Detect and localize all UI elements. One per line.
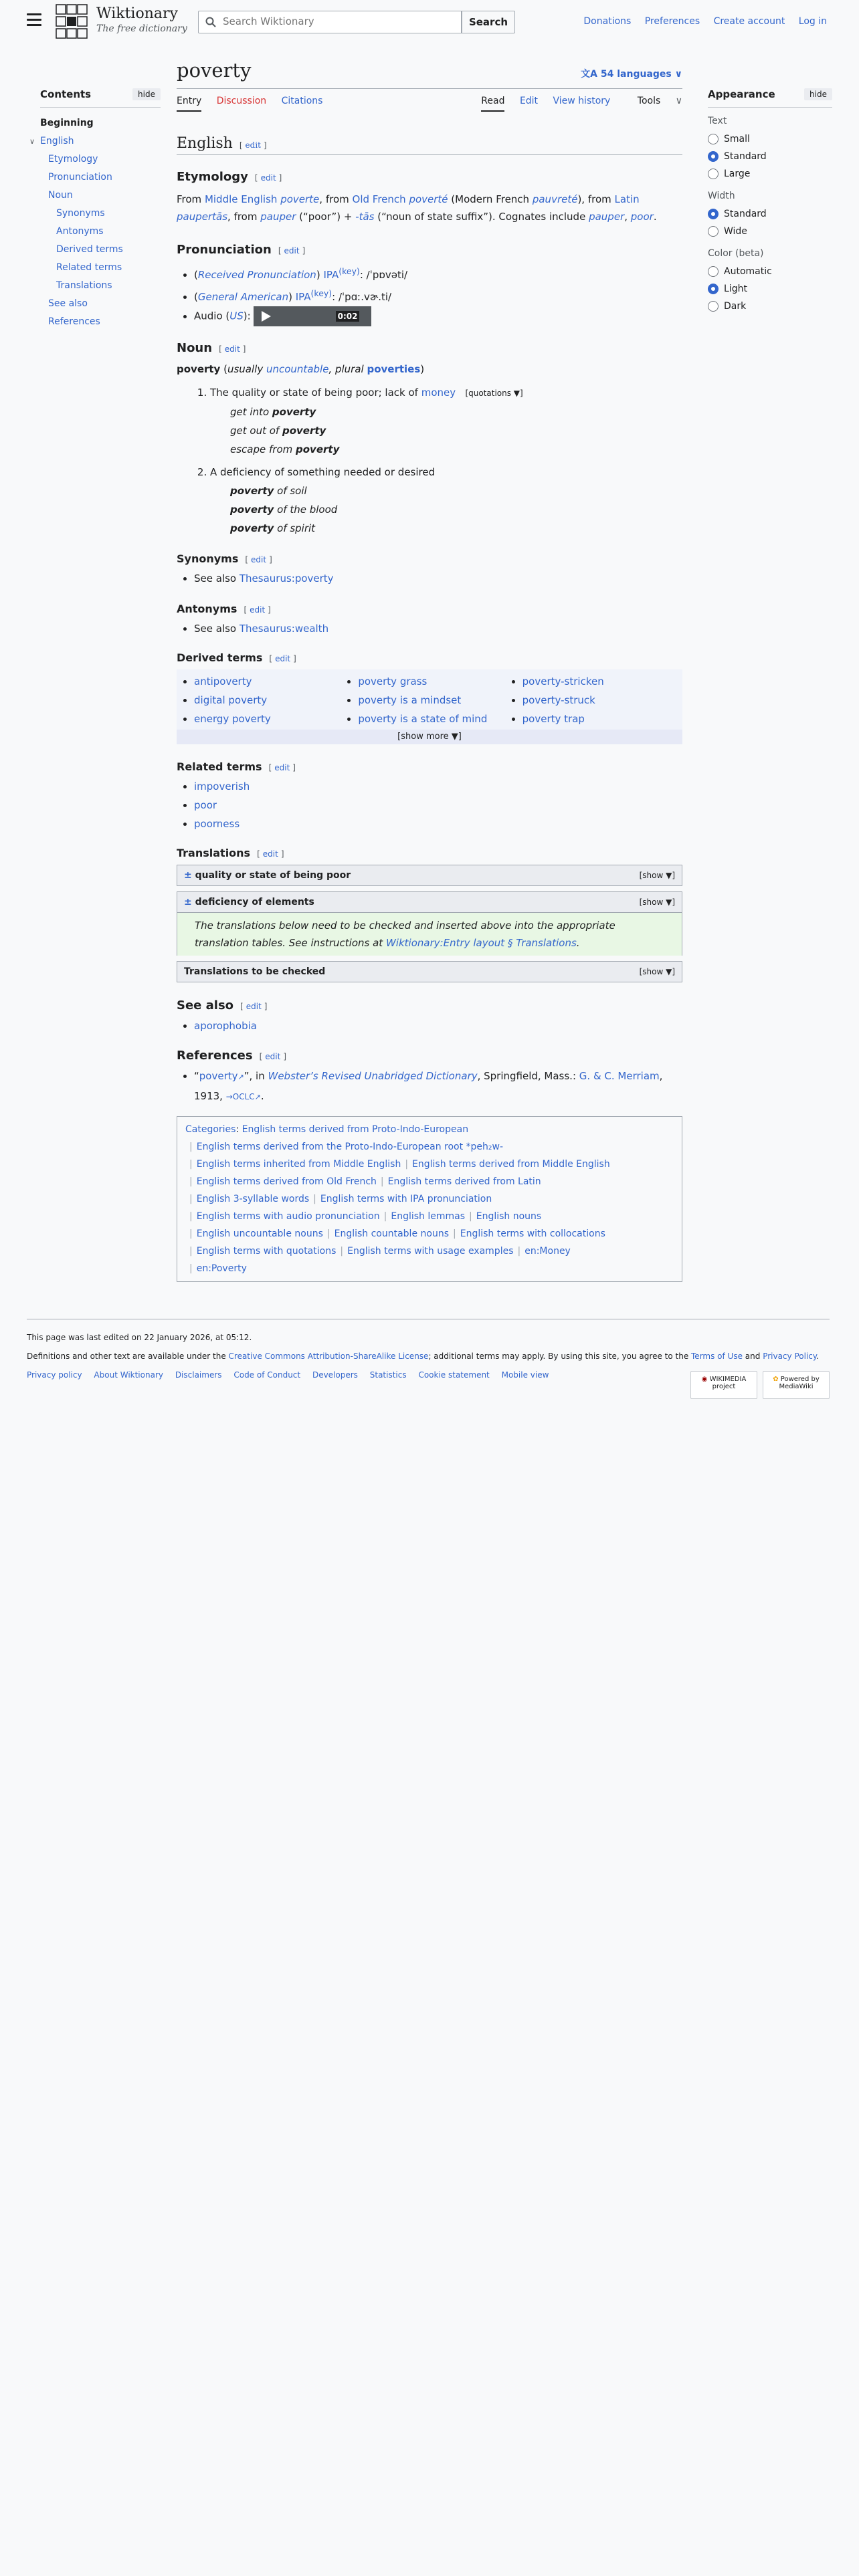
search-input[interactable]	[221, 11, 449, 31]
etym-link[interactable]: poverté	[409, 193, 448, 205]
category-link[interactable]: English terms with collocations	[460, 1228, 605, 1239]
edit-link[interactable]: edit	[274, 763, 290, 772]
page-tabs	[177, 88, 682, 112]
heading-pronunciation: Pronunciation [ edit ]	[177, 243, 306, 257]
toc-item-translations	[56, 277, 161, 295]
heading-references-text: References	[177, 1049, 253, 1063]
category-link[interactable]: en:Money	[524, 1246, 571, 1257]
radio-button[interactable]	[708, 226, 719, 237]
derived-term-link[interactable]: antipoverty	[194, 675, 252, 687]
toc-hide-button[interactable]: hide	[132, 88, 161, 100]
ipa-key-link[interactable]: (key)	[339, 266, 360, 276]
heading-translations-text: Translations	[177, 847, 251, 859]
toc-link-noun[interactable]: Noun	[48, 190, 73, 201]
tools-label: Tools	[637, 96, 661, 106]
width-standard[interactable]: Standard	[708, 205, 832, 223]
category-link[interactable]: English lemmas	[391, 1211, 465, 1222]
category-link[interactable]: English terms inherited from Middle English	[196, 1159, 401, 1170]
translation-gloss: deficiency of elements	[195, 897, 314, 907]
site-wordmark[interactable]	[96, 5, 187, 34]
radio-button[interactable]	[708, 301, 719, 312]
see-also-link[interactable]: aporophobia	[194, 1020, 257, 1032]
pron-rp: • (Received Pronunciation) $IPA^{(key)}$: /ˈpɒvəti/	[194, 262, 682, 284]
category-link[interactable]: English uncountable nouns	[196, 1228, 323, 1239]
edit-link[interactable]: edit	[246, 1002, 262, 1011]
etym-link[interactable]: Old French	[352, 193, 406, 205]
category-link[interactable]: English terms derived from Proto-Indo-European	[242, 1124, 469, 1135]
etym-link[interactable]: -tās	[355, 211, 375, 223]
usage-example: poverty of the blood	[230, 504, 338, 516]
categories-label[interactable]: Categories	[185, 1124, 236, 1135]
antonyms-item: • See also Thesaurus:wealth	[194, 619, 682, 638]
plural-link[interactable]: poverties	[367, 363, 421, 375]
etymology-text: From Middle English poverte, from Old French poverté (Modern French pauvreté), from Latin paupertās, from pauper (“poor”) + -tās (“noun of state suffix”). Cognates include pauper, poor.	[177, 193, 657, 223]
edit-link[interactable]: edit	[262, 849, 278, 859]
chevron-down-icon: ∨	[672, 96, 682, 106]
toc-item-english-row	[29, 132, 161, 150]
derived-term-link[interactable]: poverty trap	[522, 713, 585, 725]
toc-link-see-also[interactable]: See also	[48, 298, 88, 309]
money-link[interactable]: money	[421, 387, 456, 399]
translation-box[interactable]	[177, 865, 682, 886]
usage-example: get into poverty	[230, 406, 316, 418]
audio-us-link[interactable]: US	[229, 310, 244, 322]
radio-button-selected[interactable]	[708, 151, 719, 162]
oclc-link[interactable]: OCLC	[232, 1092, 255, 1101]
etym-link[interactable]: Latin	[614, 193, 640, 205]
create-account-link[interactable]: Create account	[713, 16, 785, 27]
heading-noun: Noun [ edit ]	[177, 341, 246, 355]
category-link[interactable]: English terms with quotations	[196, 1246, 337, 1257]
toc-item-related-terms	[56, 259, 161, 277]
related-term-link[interactable]: poor	[194, 799, 217, 811]
thesaurus-poverty-link[interactable]: Thesaurus:poverty	[239, 572, 334, 584]
derived-term-link[interactable]: energy poverty	[194, 713, 271, 725]
color-automatic[interactable]: Automatic	[708, 263, 832, 280]
heading-english: English [ edit ]	[177, 135, 682, 155]
translation-check-box[interactable]	[177, 961, 682, 982]
translation-gloss: quality or state of being poor	[195, 870, 351, 881]
toc-item-noun	[48, 187, 161, 205]
synonyms-item: • See also Thesaurus:poverty	[194, 569, 682, 588]
personal-tools	[573, 16, 827, 27]
toc-title: Contents	[40, 88, 92, 100]
categories-box: Categories: English terms derived from Proto-Indo-European | English terms derived from the Proto-Indo-European root *peh₂w- | English terms inherited from Middle English | English terms derived from Middle English | English terms derived from Old French | English terms derived from Latin | English 3-syllable words | English terms with IPA pronunciation | English terms with audio pronunciation | English lemmas | English nouns | English uncountable nouns | English countable nouns | English terms with collocations | English terms with quotations | English terms with usage examples | en:Money | en:Poverty	[177, 1116, 682, 1282]
toc-link-synonyms[interactable]: Synonyms	[56, 208, 105, 219]
appearance-divider	[708, 107, 832, 108]
toc-item-english[interactable]: English	[40, 136, 74, 146]
edit-link[interactable]: edit	[265, 1052, 281, 1061]
appearance-title: Appearance	[708, 88, 775, 100]
toc-item-etymology	[48, 150, 161, 169]
category-link[interactable]: English countable nouns	[334, 1228, 449, 1239]
toc-item-see-also	[48, 295, 161, 313]
heading-derived-text: Derived terms	[177, 651, 263, 664]
audio-player[interactable]	[254, 306, 371, 326]
last-edited: This page was last edited on 22 January 2026, at 05:12.	[27, 1333, 252, 1342]
languages-label: 54 languages	[600, 69, 672, 80]
preferences-link[interactable]: Preferences	[644, 16, 700, 27]
external-link-icon: ↗	[254, 1093, 261, 1101]
edit-link[interactable]: edit	[260, 173, 276, 183]
derived-term-link[interactable]: poverty is a mindset	[358, 694, 462, 706]
tab-entry[interactable]: Entry	[177, 96, 201, 112]
color-light[interactable]: Light	[708, 280, 832, 298]
color-dark[interactable]: Dark	[708, 298, 832, 315]
translate-icon: 文A	[581, 69, 601, 80]
toc-link-derived-terms[interactable]: Derived terms	[56, 244, 123, 255]
heading-translations: Translations [ edit ]	[177, 847, 284, 859]
text-size-label: Text	[708, 116, 727, 126]
usage-example: poverty of spirit	[230, 522, 316, 534]
related-term-link[interactable]: poorness	[194, 818, 240, 830]
site-header	[0, 0, 859, 43]
footer-link[interactable]: Privacy policy	[27, 1370, 82, 1380]
chevron-down-icon: ∨	[671, 69, 682, 80]
derived-term-link[interactable]: poverty-struck	[522, 694, 595, 706]
footer-link[interactable]: Developers	[312, 1370, 358, 1380]
external-link-icon: ↗	[237, 1073, 244, 1081]
width-wide[interactable]: Wide	[708, 223, 832, 240]
star-icon[interactable]: ±	[184, 897, 192, 907]
footer-link[interactable]: About Wiktionary	[94, 1370, 163, 1380]
search-box	[198, 11, 462, 33]
width-label: Width	[708, 191, 735, 201]
etym-link[interactable]: Middle English	[204, 193, 278, 205]
translation-box[interactable]	[177, 891, 682, 913]
derived-terms-box	[177, 669, 682, 744]
derived-term-link[interactable]: poverty-stricken	[522, 675, 604, 687]
privacy-link[interactable]: Privacy Policy	[763, 1352, 817, 1361]
heading-related-terms: Related terms [ edit ]	[177, 760, 296, 773]
category-link[interactable]: English terms derived from the Proto-Indo-European root *peh₂w-	[196, 1142, 504, 1152]
ipa-link[interactable]: IPA	[295, 291, 311, 303]
heading-synonyms: Synonyms [ edit ]	[177, 552, 272, 565]
license-link[interactable]: Creative Commons Attribution-ShareAlike License	[228, 1352, 429, 1361]
reference-link[interactable]: poverty	[199, 1070, 238, 1082]
heading-english-text: English	[177, 135, 233, 152]
site-title: Wiktionary	[96, 5, 178, 22]
derived-term-link[interactable]: poverty is a state of mind	[358, 713, 488, 725]
toc-link-related-terms[interactable]: Related terms	[56, 262, 122, 273]
page-footer	[27, 1319, 830, 1390]
license-text: Definitions and other text are available under the Creative Commons Attribution-ShareAlike License; additional terms may apply. By using this site, you agree to the Terms of Use and Privacy Policy.	[27, 1352, 820, 1361]
derived-term-link[interactable]: poverty grass	[358, 675, 427, 687]
edit-link[interactable]: edit	[224, 344, 240, 354]
show-button[interactable]: [show ▼]	[639, 871, 675, 880]
noun-headword-line: poverty (usually uncountable, plural poverties)	[177, 363, 425, 375]
text-size-large[interactable]: Large	[708, 165, 832, 183]
wikimedia-badge[interactable]: ◉ WIKIMEDIA project	[690, 1371, 757, 1399]
heading-see-also-text: See also	[177, 998, 234, 1012]
heading-references: References [ edit ]	[177, 1049, 287, 1063]
pron-audio: • Audio (US): 0:02	[194, 306, 682, 326]
heading-noun-text: Noun	[177, 341, 213, 355]
tab-read[interactable]: Read	[481, 96, 504, 112]
radio-button[interactable]	[708, 266, 719, 277]
category-link[interactable]: English terms derived from Old French	[196, 1176, 377, 1187]
arrow-icon: →	[225, 1092, 233, 1101]
ipa-link[interactable]: IPA	[323, 269, 339, 281]
definition-2: 2. A deficiency of something needed or desired poverty of soil poverty of the blood poverty of spirit	[210, 463, 682, 538]
heading-related-text: Related terms	[177, 760, 262, 773]
webster-link[interactable]: Webster’s Revised Unabridged Dictionary	[268, 1070, 478, 1082]
appearance-hide-button[interactable]: hide	[804, 88, 832, 100]
star-icon[interactable]: ±	[184, 870, 192, 881]
etym-link[interactable]: pauper	[589, 211, 625, 223]
etym-link[interactable]: pauvreté	[532, 193, 578, 205]
heading-etymology-text: Etymology	[177, 170, 248, 184]
footer-link[interactable]: Mobile view	[501, 1370, 549, 1380]
etym-link[interactable]: paupertās	[177, 211, 228, 223]
login-link[interactable]: Log in	[798, 16, 827, 27]
radio-button[interactable]	[708, 169, 719, 179]
footer-link[interactable]: Statistics	[369, 1370, 407, 1380]
usage-example: poverty of soil	[230, 485, 307, 497]
language-selector[interactable]	[581, 67, 682, 80]
ga-link[interactable]: General American	[197, 291, 289, 303]
rp-ipa-value: : /ˈpɒvəti/	[359, 269, 408, 281]
category-link[interactable]: English 3-syllable words	[196, 1194, 310, 1204]
toc-item-derived-terms	[56, 241, 161, 259]
main-content	[177, 59, 682, 1282]
footer-link[interactable]: Cookie statement	[418, 1370, 490, 1380]
text-size-small[interactable]: Small	[708, 130, 832, 148]
toc-link-antonyms[interactable]: Antonyms	[56, 226, 104, 237]
rp-link[interactable]: Received Pronunciation	[197, 269, 316, 281]
search-icon	[205, 17, 216, 27]
heading-etymology: Etymology [ edit ]	[177, 170, 282, 184]
category-link[interactable]: English nouns	[476, 1211, 542, 1222]
radio-button-selected[interactable]	[708, 284, 719, 294]
terms-link[interactable]: Terms of Use	[691, 1352, 743, 1361]
edit-link[interactable]: edit	[251, 555, 267, 564]
tab-view-history[interactable]: View history	[553, 96, 611, 106]
category-link[interactable]: English terms with audio pronunciation	[196, 1211, 380, 1222]
toc-item-beginning[interactable]: Beginning	[40, 118, 94, 128]
radio-button[interactable]	[708, 134, 719, 144]
toc-link-references[interactable]: References	[48, 316, 100, 327]
site-tagline: The free dictionary	[96, 23, 187, 34]
etym-link[interactable]: poor	[630, 211, 654, 223]
usage-example: escape from poverty	[230, 443, 340, 455]
mediawiki-logo-icon: ✿	[773, 1376, 779, 1383]
etym-link[interactable]: pauper	[260, 211, 296, 223]
toc-item-synonyms	[56, 205, 161, 223]
headword: poverty	[177, 363, 221, 375]
category-link[interactable]: en:Poverty	[196, 1263, 247, 1274]
ga-ipa-value: : /ˈpɑː.vɚ.ti/	[332, 291, 392, 303]
related-term-link[interactable]: impoverish	[194, 780, 250, 792]
definition-1: 1. The quality or state of being poor; lack of money [quotations ▼] get into poverty get out of poverty escape from poverty	[210, 383, 682, 459]
heading-antonyms-text: Antonyms	[177, 603, 237, 615]
heading-antonyms: Antonyms [ edit ]	[177, 603, 271, 615]
page-title: poverty	[177, 59, 252, 82]
toc-link-etymology[interactable]: Etymology	[48, 154, 98, 165]
chevron-down-icon[interactable]: ∨	[29, 137, 35, 146]
reference-item: • “poverty↗”, in Webster’s Revised Unabridged Dictionary, Springfield, Mass.: G. & C. Merriam, 1913, →OCLC↗.	[194, 1067, 682, 1107]
edit-link[interactable]: edit	[275, 654, 291, 663]
tab-citations[interactable]: Citations	[281, 96, 323, 106]
color-label: Color (beta)	[708, 248, 764, 259]
toc-item-antonyms	[56, 223, 161, 241]
ipa-key-link[interactable]: (key)	[310, 288, 332, 298]
table-of-contents	[27, 88, 161, 331]
tools-menu[interactable]	[626, 96, 682, 106]
heading-derived-terms: Derived terms [ edit ]	[177, 651, 296, 664]
donations-link[interactable]: Donations	[583, 16, 632, 27]
thesaurus-wealth-link[interactable]: Thesaurus:wealth	[239, 623, 329, 635]
toc-divider	[40, 107, 161, 108]
category-link[interactable]: English terms with IPA pronunciation	[320, 1194, 492, 1204]
edit-link[interactable]: edit	[250, 605, 266, 615]
heading-see-also: See also [ edit ]	[177, 998, 268, 1012]
etym-link[interactable]: poverte	[280, 193, 320, 205]
publisher-link[interactable]: G. & C. Merriam	[579, 1070, 660, 1082]
category-link[interactable]: English terms derived from Middle English	[412, 1159, 610, 1170]
footer-link[interactable]: Code of Conduct	[233, 1370, 301, 1380]
audio-duration: 0:02	[336, 311, 360, 322]
tab-discussion[interactable]: Discussion	[216, 96, 267, 106]
derived-term-link[interactable]: digital poverty	[194, 694, 268, 706]
category-link[interactable]: English terms derived from Latin	[387, 1176, 541, 1187]
tab-edit[interactable]: Edit	[519, 96, 539, 106]
mediawiki-badge[interactable]: ✿ Powered by MediaWiki	[763, 1371, 830, 1399]
toc-item-references	[48, 313, 161, 331]
usage-example: get out of poverty	[230, 425, 326, 437]
heading-pronunciation-text: Pronunciation	[177, 243, 272, 257]
wikimedia-logo-icon: ◉	[701, 1376, 708, 1383]
text-size-standard[interactable]: Standard	[708, 148, 832, 165]
play-icon[interactable]	[262, 311, 271, 322]
footer-link[interactable]: Disclaimers	[175, 1370, 222, 1380]
quotations-toggle[interactable]: [quotations ▼]	[465, 389, 523, 398]
translation-check-title: Translations to be checked	[184, 966, 326, 977]
translations-notice: The translations below need to be checked and inserted above into the appropriate translation tables. See instructions at Wiktionary:Entry layout § Translations.	[177, 913, 682, 956]
show-button[interactable]: [show ▼]	[639, 967, 675, 976]
entry-layout-link[interactable]: Wiktionary:Entry layout § Translations	[385, 937, 577, 949]
toc-link-pronunciation[interactable]: Pronunciation	[48, 172, 112, 183]
toc-link-translations[interactable]: Translations	[56, 280, 112, 291]
category-link[interactable]: English terms with usage examples	[347, 1246, 514, 1257]
radio-button-selected[interactable]	[708, 209, 719, 219]
show-button[interactable]: [show ▼]	[639, 897, 675, 907]
show-more-button[interactable]: [show more ▼]	[177, 730, 682, 744]
uncountable-link[interactable]: uncountable	[266, 363, 329, 375]
heading-synonyms-text: Synonyms	[177, 552, 239, 565]
edit-link[interactable]: edit	[245, 140, 261, 150]
wiktionary-logo-icon[interactable]	[55, 3, 88, 39]
edit-link[interactable]: edit	[284, 246, 300, 255]
main-menu-icon[interactable]	[27, 13, 41, 27]
toc-item-pronunciation	[48, 169, 161, 187]
appearance-panel	[708, 88, 832, 315]
search-button[interactable]: Search	[462, 11, 515, 33]
pron-ga: • (General American) $IPA^{(key)}$: /ˈpɑː.vɚ.ti/	[194, 284, 682, 306]
